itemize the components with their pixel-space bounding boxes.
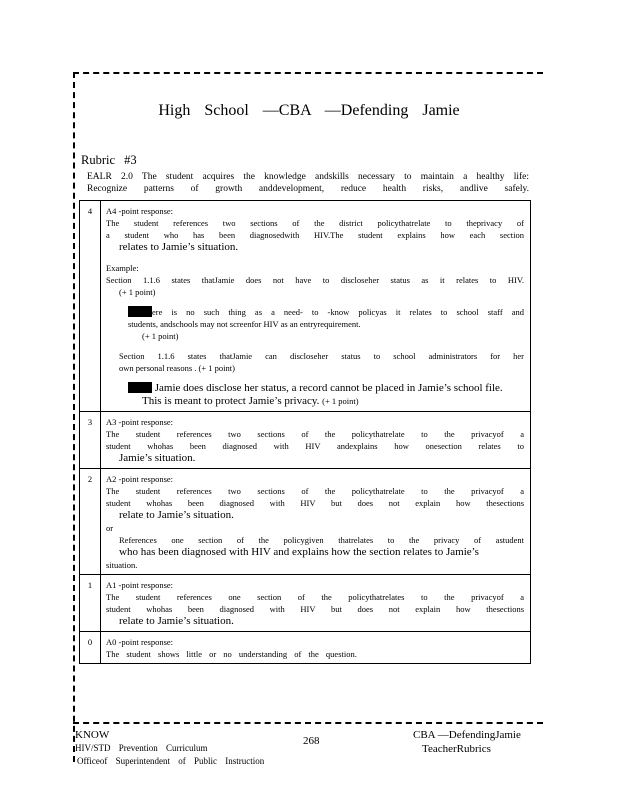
rubric-row-2 [80, 469, 531, 575]
criteria-line: The student references two sections of the policythatrelate to the privacyof a [106, 429, 524, 439]
criteria-cell [101, 575, 531, 632]
criteria-line: References one section of the policygiven thatrelates to the privacy of astudent [119, 535, 524, 545]
example-points: (+ 1 point) [142, 331, 179, 341]
example-line: own personal reasons . (+ 1 point) [119, 363, 235, 373]
criteria-cell [101, 412, 531, 469]
top-dashed-border [73, 72, 543, 74]
or-label: or [106, 523, 114, 533]
rubric-table [79, 200, 531, 664]
rubric-row-4 [80, 201, 531, 412]
footer-curriculum: HIV/STD Prevention Curriculum [75, 743, 208, 753]
criteria-cell [101, 632, 531, 664]
ealr-line-2: Recognize patterns of growth anddevelopment, reduce health risks, andlive safely. [87, 184, 529, 194]
criteria-line: relate to Jamie’s situation. [119, 615, 234, 627]
rubric-label: Rubric #3 [81, 153, 137, 167]
footer-office: Officeof Superintendent of Public Instruction [77, 756, 265, 766]
rubric-row-1 [80, 575, 531, 632]
example-line: Section 1.1.6 states thatJamie does not have to discloseher status as it relates to HIV. [106, 275, 524, 285]
criteria-line: student whohas been diagnosed with HIV but does not explain how thesections [106, 604, 524, 614]
criteria-cell [101, 201, 531, 412]
score-cell: 1 [80, 575, 101, 632]
row-heading: A4 -point response: [106, 206, 174, 216]
criteria-line: relates to Jamie’s situation. [119, 241, 239, 253]
example-line: This is meant to protect Jamie’s privacy. (+ 1 point) [142, 395, 359, 407]
score-cell: 4 [80, 201, 101, 412]
criteria-line: The student references two sections of the policythatrelate to the privacyof a [106, 486, 524, 496]
ealr-line-1: EALR 2.0 The student acquires the knowledge andskills necessary to maintain a healthy life: [87, 172, 529, 182]
criteria-line: relate to Jamie’s situation. [119, 509, 234, 521]
ealr-statement [87, 171, 529, 195]
row-heading: A2 -point response: [106, 474, 174, 484]
rubric-row-3 [80, 412, 531, 469]
criteria-cell [101, 469, 531, 575]
criteria-line: Jamie’s situation. [119, 452, 196, 464]
page-title: High School —CBA —Defending Jamie [158, 102, 460, 119]
criteria-line: student whohas been diagnosed with HIV but does not explain how thesections [106, 498, 524, 508]
redaction-block [128, 306, 152, 317]
example-points: (+ 1 point) [119, 287, 156, 297]
criteria-line: who has been diagnosed with HIV and explains how the section relates to Jamie’s [119, 546, 479, 558]
criteria-line: The student shows little or no understanding of the question. [106, 649, 357, 659]
example-line: Section 1.1.6 states thatJamie can discloseher status to school administrators for her [119, 351, 524, 361]
example-label: Example: [106, 263, 139, 273]
left-dashed-border [73, 72, 75, 762]
criteria-line: student whohas been diagnosed with HIV andexplains how onesection relates to [106, 441, 524, 451]
row-heading: A0 -point response: [106, 637, 174, 647]
redaction-block [128, 382, 152, 393]
rubric-row-0 [80, 632, 531, 664]
criteria-line: a student who has been diagnosedwith HIV.The student explains how each section [106, 230, 524, 240]
footer-know: KNOW [75, 729, 110, 741]
bottom-dashed-border [73, 722, 543, 724]
criteria-line: The student references one section of the policythatrelates to the privacyof a [106, 592, 524, 602]
row-heading: A3 -point response: [106, 417, 174, 427]
page-number: 268 [303, 735, 320, 747]
example-line: ere is no such thing as a need- to -know policyas it relates to school staff and [106, 306, 524, 318]
footer-cba: CBA —DefendingJamie [413, 729, 521, 741]
row-heading: A1 -point response: [106, 580, 174, 590]
criteria-line: The student references two sections of the district policythatrelate to theprivacy of [106, 218, 524, 228]
score-cell: 0 [80, 632, 101, 664]
criteria-line: situation. [106, 560, 138, 570]
score-cell: 3 [80, 412, 101, 469]
example-line: students, andschools may not screenfor HIV as an entryrequirement. [128, 319, 361, 329]
score-cell: 2 [80, 469, 101, 575]
footer-teacher-rubrics: TeacherRubrics [422, 743, 491, 755]
example-line: Jamie does disclose her status, a record cannot be placed in Jamie’s school file. [106, 382, 524, 395]
